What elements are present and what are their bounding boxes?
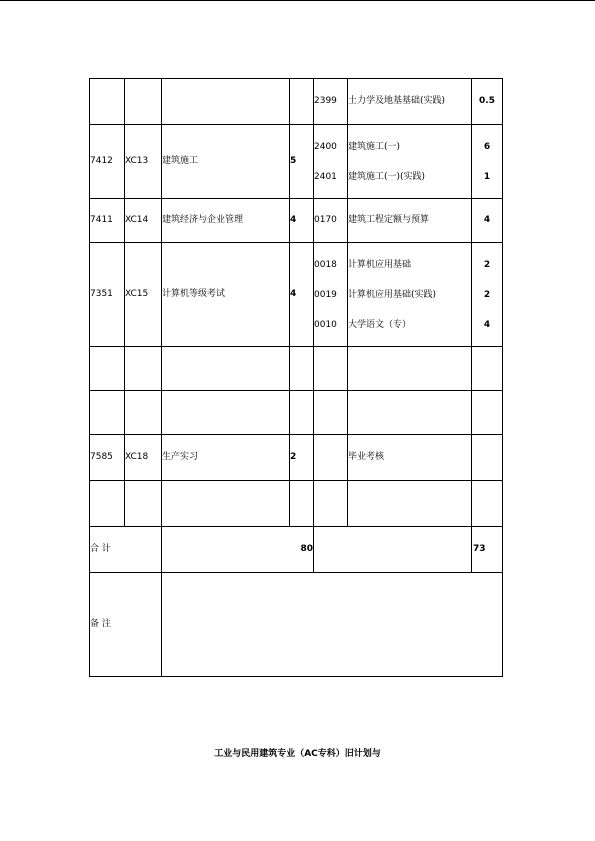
table-row: [90, 79, 503, 125]
course-credit: 4: [290, 199, 314, 243]
new-course-code-cell: [314, 79, 348, 125]
course-code: XC13: [125, 125, 162, 199]
course-code: XC18: [125, 435, 162, 481]
new-course-name-cell: [348, 243, 472, 347]
new-course-credit-cell: [472, 125, 503, 199]
course-name: 生产实习: [162, 435, 290, 481]
new-course-credit-cell: [472, 243, 503, 347]
course-name: 建筑经济与企业管理: [162, 199, 290, 243]
course-credit: 2: [290, 435, 314, 481]
new-course-credit: 2: [483, 259, 491, 270]
new-course-name-cell: [348, 481, 472, 527]
new-course-name-cell: [348, 79, 472, 125]
old-course-code: 7351: [90, 243, 125, 347]
new-course-credit: 2: [483, 289, 491, 300]
new-course-credit-cell: [472, 391, 503, 435]
new-course-credit-cell: [472, 481, 503, 527]
new-course-credit-cell: [472, 347, 503, 391]
new-course-name: 建筑施工(一)(实践): [348, 171, 426, 182]
course-credit: 5: [290, 125, 314, 199]
new-course-name-cell: [348, 435, 472, 481]
new-course-name: 毕业考核: [348, 452, 385, 462]
total-new-credit: 73: [472, 527, 503, 573]
new-course-name: 建筑工程定额与预算: [348, 215, 430, 225]
new-course-credit-cell: [472, 79, 503, 125]
table-row: [90, 243, 503, 347]
course-credit: 4: [290, 243, 314, 347]
old-course-code: 7585: [90, 435, 125, 481]
course-name: [162, 347, 290, 391]
course-code: XC15: [125, 243, 162, 347]
new-course-name-cell: [348, 347, 472, 391]
new-course-code-cell: [314, 391, 348, 435]
course-credit: [290, 347, 314, 391]
new-course-code-cell: [314, 243, 348, 347]
course-code: [125, 347, 162, 391]
new-course-credit: 0.5: [479, 96, 495, 106]
new-course-code: 2400: [314, 141, 337, 152]
remarks-row: [90, 573, 503, 677]
table-row: [90, 391, 503, 435]
course-name: [162, 481, 290, 527]
new-course-name: 建筑施工(一): [348, 141, 401, 152]
footer-title: 工业与民用建筑专业（AC专科）旧计划与: [214, 749, 381, 759]
new-course-code: 2401: [314, 171, 337, 182]
table-row: [90, 199, 503, 243]
total-label: 合 计: [90, 527, 162, 573]
old-course-code: [90, 347, 125, 391]
new-course-name-cell: [348, 125, 472, 199]
new-course-credit: 4: [483, 319, 491, 330]
course-name: [162, 391, 290, 435]
new-course-name-cell: [348, 199, 472, 243]
course-credit: [290, 79, 314, 125]
total-blank: [314, 527, 472, 573]
new-course-name: 计算机应用基础: [348, 259, 412, 270]
new-course-credit: 6: [483, 141, 491, 152]
old-course-code: [90, 79, 125, 125]
table-row: [90, 435, 503, 481]
old-course-code: [90, 391, 125, 435]
new-course-credit: 4: [483, 215, 491, 225]
course-code: [125, 481, 162, 527]
new-course-code: 2399: [314, 96, 337, 106]
new-course-code-cell: [314, 199, 348, 243]
new-course-code-cell: [314, 125, 348, 199]
course-credit: [290, 391, 314, 435]
table-row: [90, 481, 503, 527]
old-course-code: 7412: [90, 125, 125, 199]
new-course-code: 0019: [314, 289, 337, 300]
old-course-code: [90, 481, 125, 527]
remarks-label: 备 注: [90, 573, 162, 677]
course-name: 建筑施工: [162, 125, 290, 199]
new-course-name: 大学语文（专）: [348, 319, 412, 330]
course-name: [162, 79, 290, 125]
new-course-name: 计算机应用基础(实践): [348, 289, 437, 300]
course-mapping-table: [89, 78, 503, 677]
new-course-code-cell: [314, 347, 348, 391]
new-course-name: 土力学及地基基础(实践): [348, 96, 446, 106]
course-code: [125, 79, 162, 125]
new-course-code-cell: [314, 435, 348, 481]
course-code: XC14: [125, 199, 162, 243]
new-course-credit-cell: [472, 199, 503, 243]
old-course-code: 7411: [90, 199, 125, 243]
remarks-content: [162, 573, 503, 677]
course-credit: [290, 481, 314, 527]
page-top-rule: [0, 0, 595, 1]
new-course-name-cell: [348, 391, 472, 435]
new-course-credit: 1: [483, 171, 491, 182]
total-old-credit: 80: [162, 527, 314, 573]
total-row: [90, 527, 503, 573]
course-code: [125, 391, 162, 435]
course-name: 计算机等级考试: [162, 243, 290, 347]
new-course-code: 0170: [314, 215, 337, 225]
table-row: [90, 347, 503, 391]
new-course-code: 0010: [314, 319, 337, 330]
new-course-code: 0018: [314, 259, 337, 270]
new-course-credit-cell: [472, 435, 503, 481]
new-course-code-cell: [314, 481, 348, 527]
table-row: [90, 125, 503, 199]
